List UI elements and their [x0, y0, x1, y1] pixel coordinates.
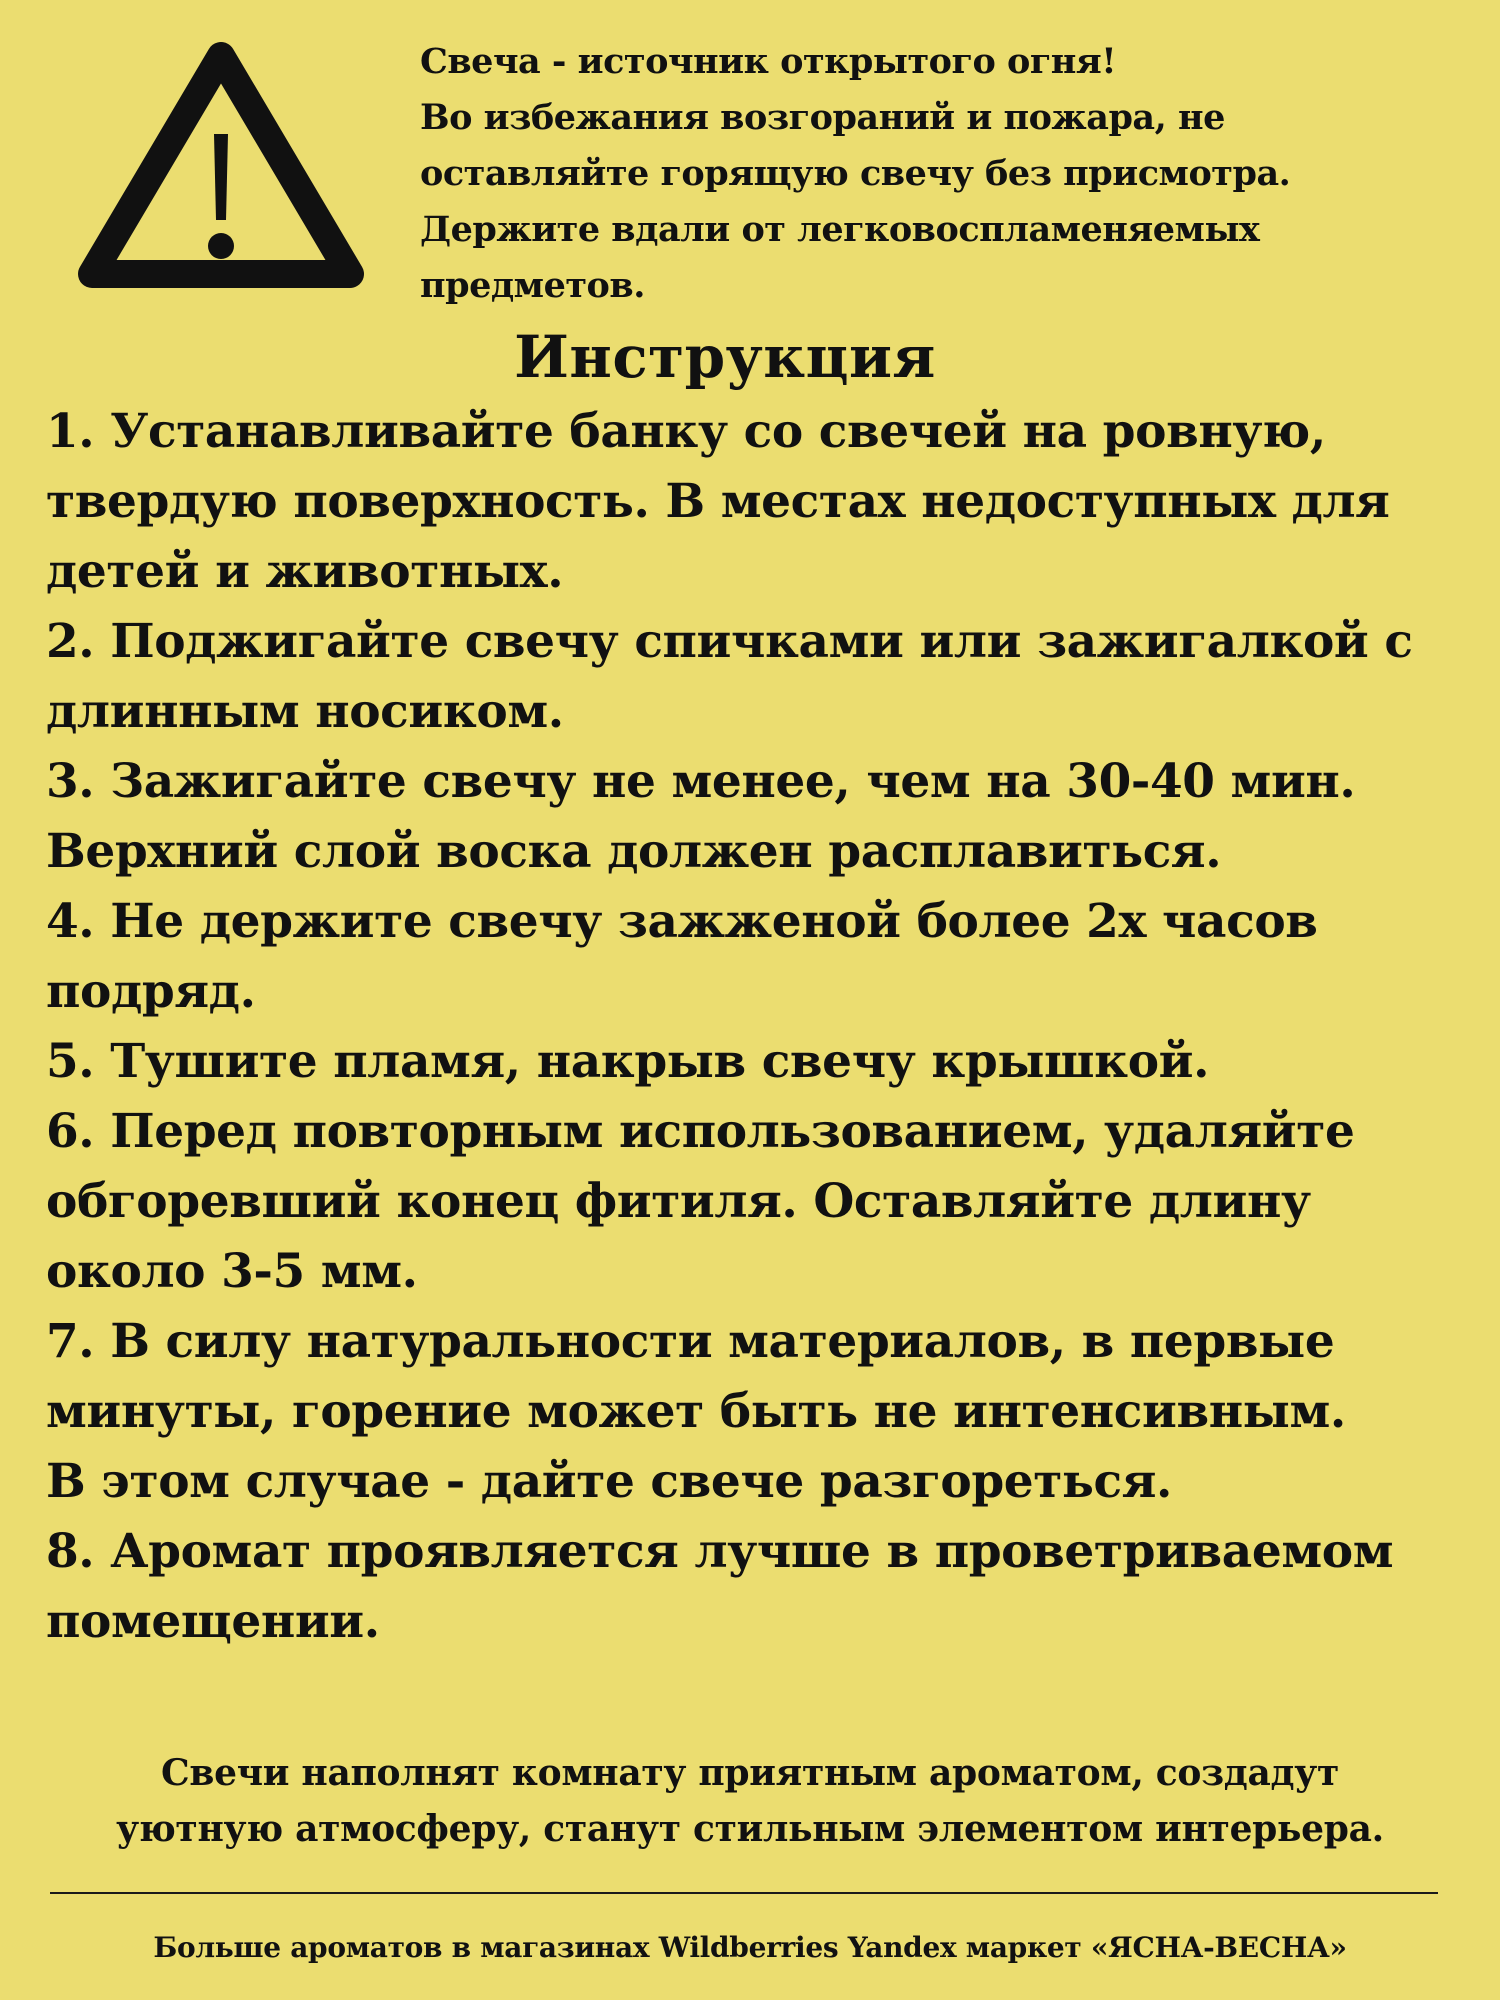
store-line: Больше ароматов в магазинах Wildberries Yandex маркет «ЯСНА-ВЕСНА»	[153, 1931, 1347, 1964]
instruction-line: минуты, горение может быть не интенсивным.	[46, 1384, 1346, 1439]
warning-line: Свеча - источник открытого огня!	[420, 41, 1117, 82]
instruction-line: помещении.	[46, 1594, 380, 1649]
instruction-line: 4. Не держите свечу зажженой более 2х часов	[46, 894, 1318, 949]
instruction-line: 7. В силу натуральности материалов, в первые	[46, 1314, 1335, 1369]
instruction-line: 8. Аромат проявляется лучше в проветриваемом	[46, 1524, 1394, 1579]
instruction-item-4	[46, 887, 1466, 1027]
instruction-item-8	[46, 1517, 1466, 1657]
warning-line: оставляйте горящую свечу без присмотра.	[420, 153, 1291, 194]
instruction-line: около 3-5 мм.	[46, 1244, 418, 1299]
footer-note	[0, 1745, 1500, 1857]
instruction-line: длинным носиком.	[46, 684, 564, 739]
instruction-line: детей и животных.	[46, 544, 564, 599]
instruction-line: В этом случае - дайте свече разгореться.	[46, 1454, 1173, 1509]
warning-line: Во избежания возгораний и пожара, не	[420, 97, 1225, 138]
footer-note-line: уютную атмосферу, станут стильным элементом интерьера.	[116, 1808, 1384, 1850]
instruction-line: 1. Устанавливайте банку со свечей на ровную,	[46, 404, 1326, 459]
instruction-line: твердую поверхность. В местах недоступных для	[46, 474, 1390, 529]
instruction-item-7	[46, 1307, 1466, 1517]
instruction-item-3	[46, 747, 1466, 887]
instruction-item-6	[46, 1097, 1466, 1307]
instruction-item-5	[46, 1027, 1466, 1097]
instruction-line: 5. Тушите пламя, накрыв свечу крышкой.	[46, 1034, 1210, 1089]
warning-triangle-icon	[68, 30, 374, 300]
instruction-title: Инструкция	[514, 323, 936, 391]
instruction-line: 3. Зажигайте свечу не менее, чем на 30-40 мин.	[46, 754, 1356, 809]
instruction-item-2	[46, 607, 1466, 747]
instruction-line: Верхний слой воска должен расплавиться.	[46, 824, 1222, 879]
instruction-line: 2. Поджигайте свечу спичками или зажигалкой с	[46, 614, 1413, 669]
instruction-item-1	[46, 397, 1466, 607]
warning-line: Держите вдали от легковоспламеняемых	[420, 209, 1260, 250]
instruction-list	[46, 397, 1466, 1657]
footer-note-line: Свечи наполнят комнату приятным ароматом, создадут	[161, 1752, 1339, 1794]
warning-line: предметов.	[420, 265, 645, 306]
instruction-line: подряд.	[46, 964, 256, 1019]
divider	[50, 1892, 1438, 1894]
instruction-line: обгоревший конец фитиля. Оставляйте длину	[46, 1174, 1311, 1229]
warning-message	[420, 34, 1480, 314]
instruction-line: 6. Перед повторным использованием, удаляйте	[46, 1104, 1355, 1159]
